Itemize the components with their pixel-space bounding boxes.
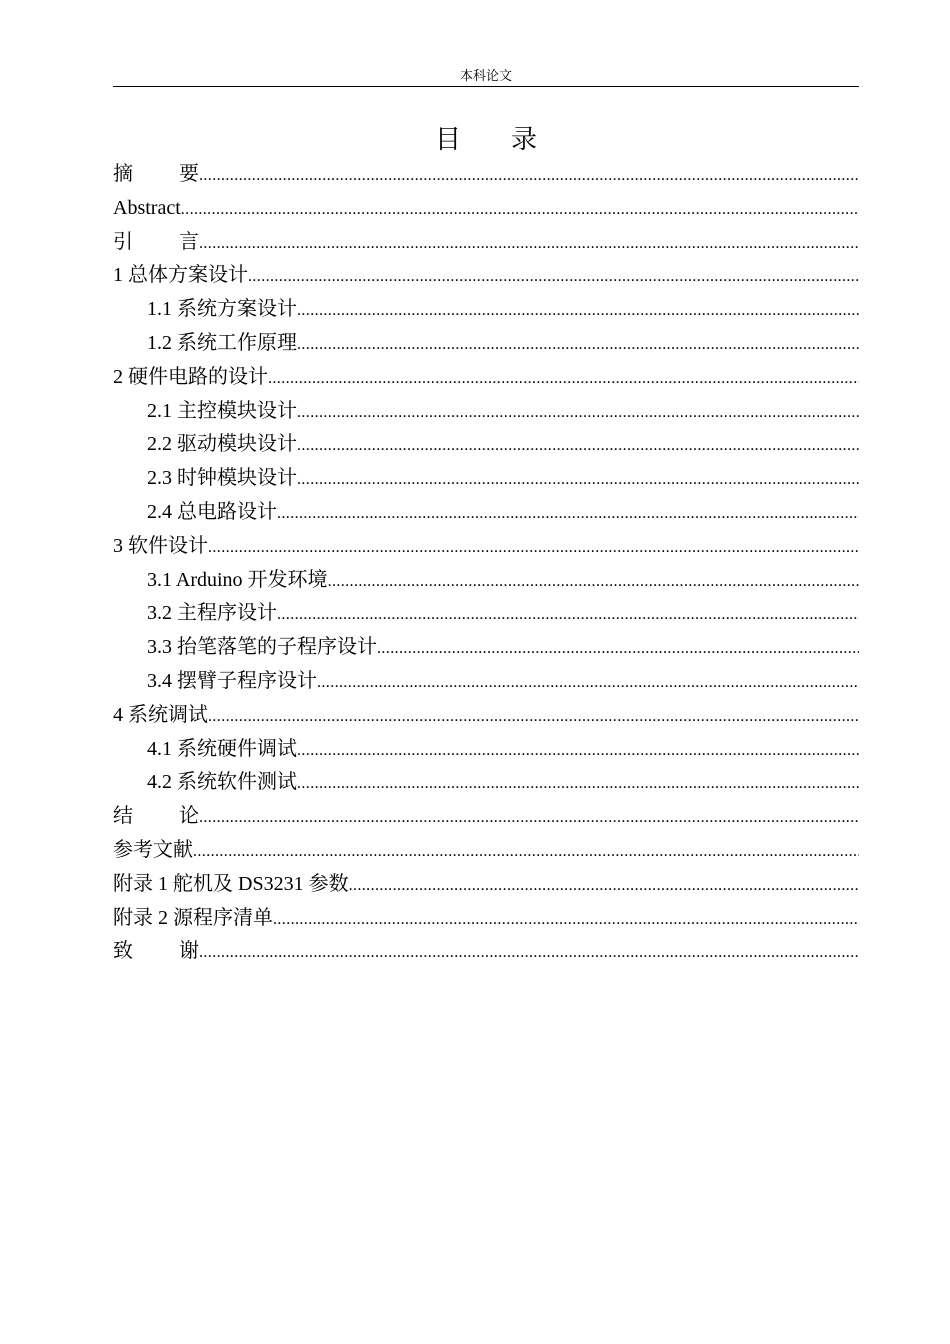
toc-entry[interactable] — [113, 226, 859, 260]
toc-entry[interactable] — [113, 597, 859, 631]
toc-dot-leader — [349, 869, 859, 902]
toc-entry[interactable] — [113, 665, 859, 699]
toc-dot-leader — [199, 159, 859, 192]
toc-entry-label: 4.2 系统软件测试 — [147, 771, 297, 794]
toc-title: 目录 — [434, 125, 587, 154]
toc-dot-leader — [199, 936, 859, 969]
toc-entry-label: 2.1 主控模块设计 — [147, 399, 297, 422]
toc-entry[interactable] — [113, 259, 859, 293]
toc-entry[interactable] — [113, 192, 859, 226]
toc-dot-leader — [328, 565, 859, 598]
toc-dot-leader — [297, 429, 859, 462]
table-of-contents — [113, 158, 859, 969]
toc-entry-label: 结论 — [113, 805, 199, 828]
toc-entry-label: 致谢 — [113, 940, 199, 963]
toc-entry-label: 4.1 系统硬件调试 — [147, 737, 297, 760]
toc-dot-leader — [193, 835, 859, 868]
toc-dot-leader — [377, 632, 859, 665]
toc-entry[interactable] — [113, 496, 859, 530]
toc-entry[interactable] — [113, 834, 859, 868]
toc-dot-leader — [297, 328, 859, 361]
toc-entry[interactable] — [113, 733, 859, 767]
toc-dot-leader — [199, 801, 859, 834]
toc-entry[interactable] — [113, 361, 859, 395]
toc-dot-leader — [277, 598, 859, 631]
toc-entry-label: 3.4 摆臂子程序设计 — [147, 669, 317, 692]
toc-entry[interactable] — [113, 800, 859, 834]
toc-dot-leader — [199, 227, 859, 260]
toc-entry-label: 1.2 系统工作原理 — [147, 331, 297, 354]
toc-dot-leader — [208, 531, 859, 564]
toc-entry[interactable] — [113, 462, 859, 496]
toc-entry-label: 2.3 时钟模块设计 — [147, 467, 297, 490]
toc-dot-leader — [208, 700, 859, 733]
toc-entry-label: 引言 — [113, 230, 199, 253]
toc-entry[interactable] — [113, 935, 859, 969]
toc-dot-leader — [297, 767, 859, 800]
toc-entry[interactable] — [113, 158, 859, 192]
toc-entry[interactable] — [113, 902, 859, 936]
toc-entry-label: 附录 1 舵机及 DS3231 参数 — [113, 872, 349, 895]
toc-entry-label: 1.1 系统方案设计 — [147, 298, 297, 321]
toc-dot-leader — [297, 734, 859, 767]
toc-entry-label: 3.1 Arduino 开发环境 — [147, 568, 328, 591]
toc-entry[interactable] — [113, 327, 859, 361]
toc-entry[interactable] — [113, 564, 859, 598]
toc-entry[interactable] — [113, 699, 859, 733]
toc-entry-label: 3 软件设计 — [113, 534, 208, 557]
toc-entry-label: 2.4 总电路设计 — [147, 500, 277, 523]
toc-entry-label: 3.2 主程序设计 — [147, 602, 277, 625]
toc-dot-leader — [297, 294, 859, 327]
toc-entry-label: 2 硬件电路的设计 — [113, 365, 268, 388]
toc-entry[interactable] — [113, 766, 859, 800]
toc-dot-leader — [297, 463, 859, 496]
toc-entry-label: 摘要 — [113, 163, 199, 185]
toc-entry[interactable] — [113, 428, 859, 462]
toc-entry-label: 4 系统调试 — [113, 703, 208, 726]
toc-entry-label: 3.3 抬笔落笔的子程序设计 — [147, 636, 377, 659]
toc-dot-leader — [181, 193, 859, 226]
toc-entry-label: 2.2 驱动模块设计 — [147, 433, 297, 456]
toc-dot-leader — [277, 497, 859, 530]
toc-entry[interactable] — [113, 868, 859, 902]
toc-dot-leader — [268, 362, 859, 395]
toc-dot-leader — [317, 666, 859, 699]
toc-dot-leader — [248, 260, 859, 293]
toc-entry[interactable] — [113, 530, 859, 564]
toc-entry[interactable] — [113, 395, 859, 429]
toc-entry-label: 参考文献 — [113, 838, 193, 861]
running-header: 本科论文 — [113, 66, 859, 87]
toc-entry-label: Abstract — [113, 196, 181, 219]
toc-entry[interactable] — [113, 631, 859, 665]
toc-dot-leader — [297, 396, 859, 429]
toc-entry-label: 1 总体方案设计 — [113, 264, 248, 287]
toc-dot-leader — [273, 903, 859, 936]
toc-entry-label: 附录 2 源程序清单 — [113, 906, 273, 929]
toc-entry[interactable] — [113, 293, 859, 327]
